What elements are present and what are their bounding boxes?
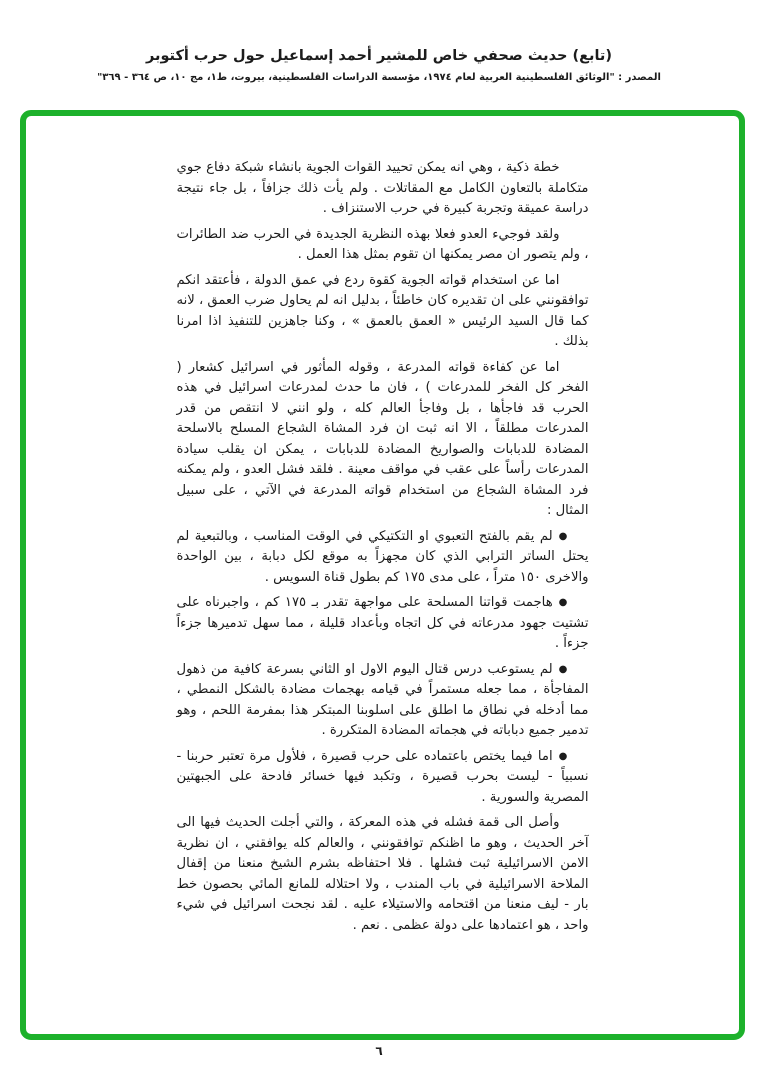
paragraph: ولقد فوجيء العدو فعلا بهذه النظرية الجديدة في الحرب ضد الطائرات ، ولم يتصور ان مصر يمكنها ان تقوم بمثل هذا العمل . [176,226,589,262]
document-header [0,0,758,83]
bullet-paragraph-text: لم يستوعب درس قتال اليوم الاول او الثاني بسرعة كافية من ذهول المفاجأة ، مما جعله مستمراً في قيامه بهجمات مضادة بالشكل النمطي ، مما أدخله في نطاق ما اطلق على اسلوبنا المبتكر هذا بمفرمة اللحم ، وهو تدمير جميع دباباته في هجماته المضادة المتكررة . [176,661,589,738]
bullet-paragraph-text: اما فيما يختص باعتماده على حرب قصيرة ، فلأول مرة تعتبر حربنا - نسبياً - ليست بحرب قصيرة ، وتكبد فيها خسائر فادحة على الجبهتين المصرية والسورية . [176,748,589,805]
bullet-paragraph [177,593,589,655]
page-number: ٦ [375,1044,383,1058]
source-line: المصدر : "الوثائق الفلسطينية العربية لعام ١٩٧٤، مؤسسة الدراسات الفلسطينية، بيروت، ط١، مج ١٠، ص ٣٦٤ - ٣٦٩" [97,72,661,83]
paragraph: اما عن استخدام قواته الجوية كقوة ردع في عمق الدولة ، فأعتقد انكم توافقونني على ان تقديره كان خاطئاً ، بدليل انه لم يحاول ضرب العمق ، لانه كما قال السيد الرئيس « العمق بالعمق » ، وكنا جاهزين للتنفيذ اذا امرنا بذلك . [176,272,589,349]
paragraph: اما عن كفاءة قواته المدرعة ، وقوله المأثور في اسرائيل كشعار ( الفخر كل الفخر للمدرعات ) ، فان ما حدث لمدرعات اسرائيل في هذه الحرب قد فاجأها ، بل وفاجأ العالم كله ، ولو انني لا انتقص من قدر المدرعات مطلقاً ، الا انه ثبت ان فرد المشاة الشجاع المسلح بالاسلحة المضادة للدبابات والصواريخ المضادة للدبابات ، يمكن ان يقلب سيادة المدرعات رأساً على عقب في مواقف معينة . فلقد فشل العدو ، ولم يمكنه فرد المشاة الشجاع من استخدام قواته المدرعة في الآتي ، على سبيل المثال : [176,359,589,518]
bullet-paragraph-text: لم يقم بالفتح التعبوي او التكتيكي في الوقت المناسب ، وبالتبعية لم يحتل الساتر الترابي الذي كان مجهزاً به موقع لكل دبابة ، بين الواحدة والاخرى ١٥٠ متراً ، على مدى ١٧٥ كم بطول قناة السويس . [176,528,589,585]
paragraph: وأصل الى قمة فشله في هذه المعركة ، والتي أجلت الحديث فيها الى آخر الحديث ، وهو ما اظنكم توافقونني ، والعالم كله يوافقني ، ان نظرية الامن الاسرائيلية ثبت فشلها . فلا احتفاظه بشرم الشيخ منعنا من إقفال الملاحة الاسرائيلية في باب المندب ، ولا احتلاله للمانع المائي بحصون خط بار - ليف منعنا من اقتحامه والاستيلاء عليه . لقد نجحت اسرائيل في شيء واحد ، هو اعتمادها على دولة عظمى . نعم . [176,815,589,933]
bullet-icon: ● [558,750,568,762]
bullet-paragraph [177,660,589,742]
green-border-frame [20,110,745,1040]
bullet-paragraph-text: هاجمت قواتنا المسلحة على مواجهة تقدر بـ ١٧٥ كم ، واجبرناه على تشتيت جهود مدرعاته في كل اتجاه وبأعداد قليلة ، مما سهل تدميرها جزءاً جزءاً . [176,595,589,651]
bullet-icon: ● [558,530,568,542]
body-text-column [177,158,589,936]
bullet-paragraph [177,747,589,809]
paragraph: خطة ذكية ، وهي انه يمكن تحييد القوات الجوية بانشاء شبكة دفاع جوي متكاملة بالتعاون الكامل مع المقاتلات . ولم يأت ذلك جزافاً ، بل جاء نتيجة دراسة عميقة وتجربة كبيرة في حرب الاستنزاف . [176,160,589,216]
bullet-icon: ● [558,663,568,675]
bullet-icon: ● [558,597,568,608]
page-title: (تابع) حديث صحفي خاص للمشير أحمد إسماعيل حول حرب أكتوبر [145,48,612,64]
bullet-paragraph [177,527,589,589]
